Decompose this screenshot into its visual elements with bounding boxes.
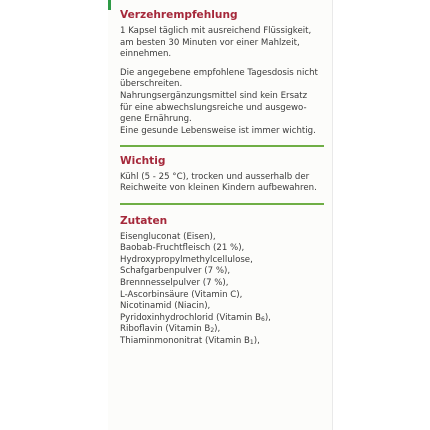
- ingredient-item: Pyridoxinhydrochlorid (Vitamin B6),: [120, 312, 271, 323]
- section-heading-verzehrempfehlung: Verzehrempfehlung: [120, 9, 238, 21]
- text-line: Kühl (5 - 25 °C), trocken und ausserhalb der: [120, 171, 310, 182]
- text-line: Eine gesunde Lebensweise ist immer wichtig.: [120, 125, 316, 136]
- text-line: einnehmen.: [120, 49, 172, 60]
- subscript: 1: [249, 338, 254, 346]
- storage-paragraph: [120, 172, 324, 195]
- notice-paragraph: [120, 68, 324, 138]
- text-line: gene Ernährung.: [120, 114, 192, 125]
- text-line: für eine abwechslungsreiche und ausgewo-: [120, 102, 307, 113]
- ingredient-item: Nicotinamid (Niacin),: [120, 301, 211, 312]
- ingredient-item: Hydroxypropylmethylcellulose,: [120, 254, 253, 265]
- ingredient-item: L-Ascorbinsäure (Vitamin C),: [120, 289, 243, 300]
- text-line: 1 Kapsel täglich mit ausreichend Flüssigkeit,: [120, 26, 312, 36]
- ingredient-item: Brennnesselpulver (7 %),: [120, 277, 229, 288]
- text-line: am besten 30 Minuten vor einer Mahlzeit,: [120, 37, 300, 48]
- label-content: [120, 9, 324, 347]
- text-line: überschreiten.: [120, 79, 183, 90]
- ingredients-list: [120, 232, 324, 348]
- subscript: 6: [260, 315, 265, 323]
- ingredient-item: Schafgarbenpulver (7 %),: [120, 266, 231, 277]
- section-heading-zutaten: Zutaten: [120, 214, 168, 227]
- section-heading-wichtig: Wichtig: [120, 154, 166, 167]
- ingredient-item: Riboflavin (Vitamin B2),: [120, 324, 221, 335]
- ingredient-item: Baobab-Fruchtfleisch (21 %),: [120, 243, 245, 254]
- ingredient-item: Eisengluconat (Eisen),: [120, 231, 216, 242]
- panel-edge: [332, 0, 333, 430]
- text-line: Die angegebene empfohlene Tagesdosis nicht: [120, 67, 318, 78]
- ingredient-item: Thiaminmononitrat (Vitamin B1),: [120, 335, 260, 346]
- subscript: 2: [210, 327, 215, 335]
- dosage-paragraph: [120, 26, 324, 61]
- text-line: Nahrungsergänzungsmittel sind kein Ersatz: [120, 90, 308, 101]
- green-accent-strip: [108, 0, 111, 10]
- text-line: Reichweite von kleinen Kindern aufbewahren.: [120, 183, 317, 194]
